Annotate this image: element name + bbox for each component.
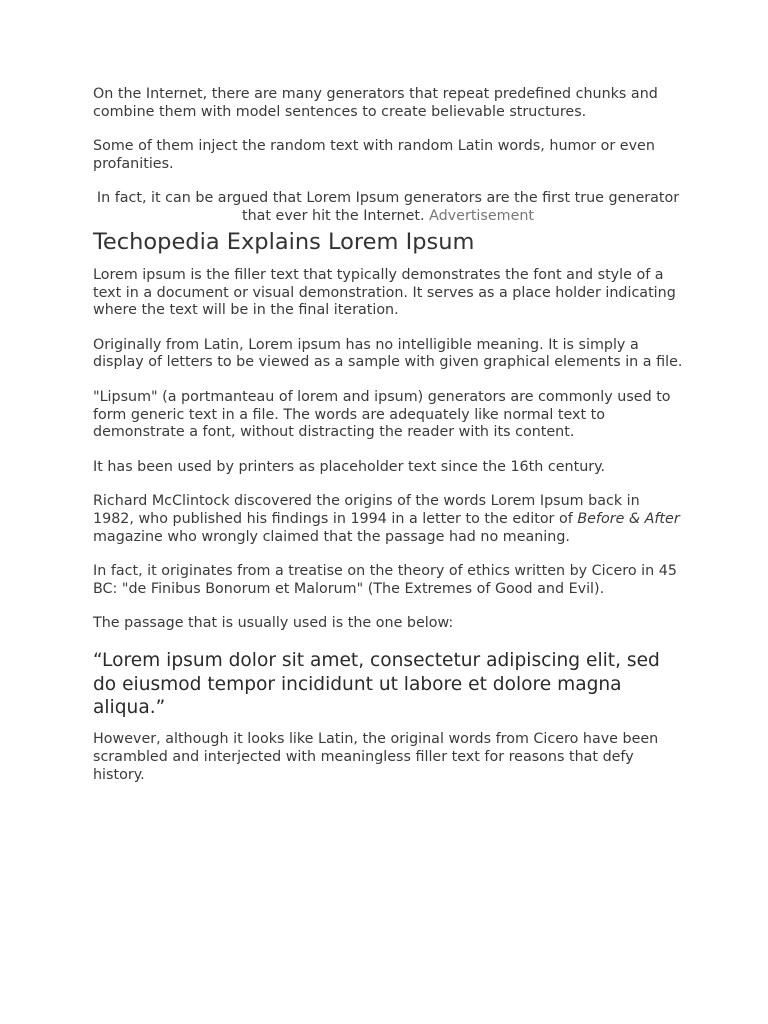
lorem-ipsum-quote: “Lorem ipsum dolor sit amet, consectetur adipiscing elit, sed do eiusmod tempor incididunt ut labore et dolore magna aliqua.” <box>93 650 660 719</box>
document-page <box>93 86 683 801</box>
section-paragraph-7: The passage that is usually used is the one below: <box>93 614 454 631</box>
section-heading: Techopedia Explains Lorem Ipsum <box>93 228 475 255</box>
magazine-title: Before & After <box>577 510 680 527</box>
section-paragraph-8: However, although it looks like Latin, the original words from Cicero have been scrambled and interjected with meaningless filler text for reasons that defy history. <box>93 731 659 783</box>
section-paragraph-2: Originally from Latin, Lorem ipsum has no intelligible meaning. It is simply a display of letters to be viewed as a sample with given graphical elements in a file. <box>93 336 683 371</box>
section-paragraph-3: "Lipsum" (a portmanteau of lorem and ipsum) generators are commonly used to form generic text in a file. The words are adequately like normal text to demonstrate a font, without distracting the reader with its content. <box>93 388 671 441</box>
advertisement-label: Advertisement <box>429 207 535 224</box>
section-paragraph-5 <box>93 493 683 546</box>
section-paragraph-1: Lorem ipsum is the filler text that typically demonstrates the font and style of a text in a document or visual demonstration. It serves as a place holder indicating where the text will be in the final iteration. <box>93 266 676 319</box>
intro-paragraph-1: On the Internet, there are many generators that repeat predefined chunks and combine them with model sentences to create believable structures. <box>93 86 658 120</box>
p5-text-after: magazine who wrongly claimed that the passage had no meaning. <box>93 528 570 545</box>
intro-paragraph-2: Some of them inject the random text with random Latin words, humor or even profanities. <box>93 138 655 172</box>
section-paragraph-4: It has been used by printers as placeholder text since the 16th century. <box>93 458 606 475</box>
section-paragraph-6: In fact, it originates from a treatise on the theory of ethics written by Cicero in 45 BC: "de Finibus Bonorum et Malorum" (The Extremes of Good and Evil). <box>93 562 677 597</box>
p5-text-before: Richard McClintock discovered the origins of the words Lorem Ipsum back in 1982, who published his findings in 1994 in a letter to the editor of <box>93 492 640 527</box>
intro-centered-paragraph <box>93 190 683 226</box>
centered-text: In fact, it can be argued that Lorem Ipsum generators are the first true generator that ever hit the Internet. <box>96 190 680 224</box>
